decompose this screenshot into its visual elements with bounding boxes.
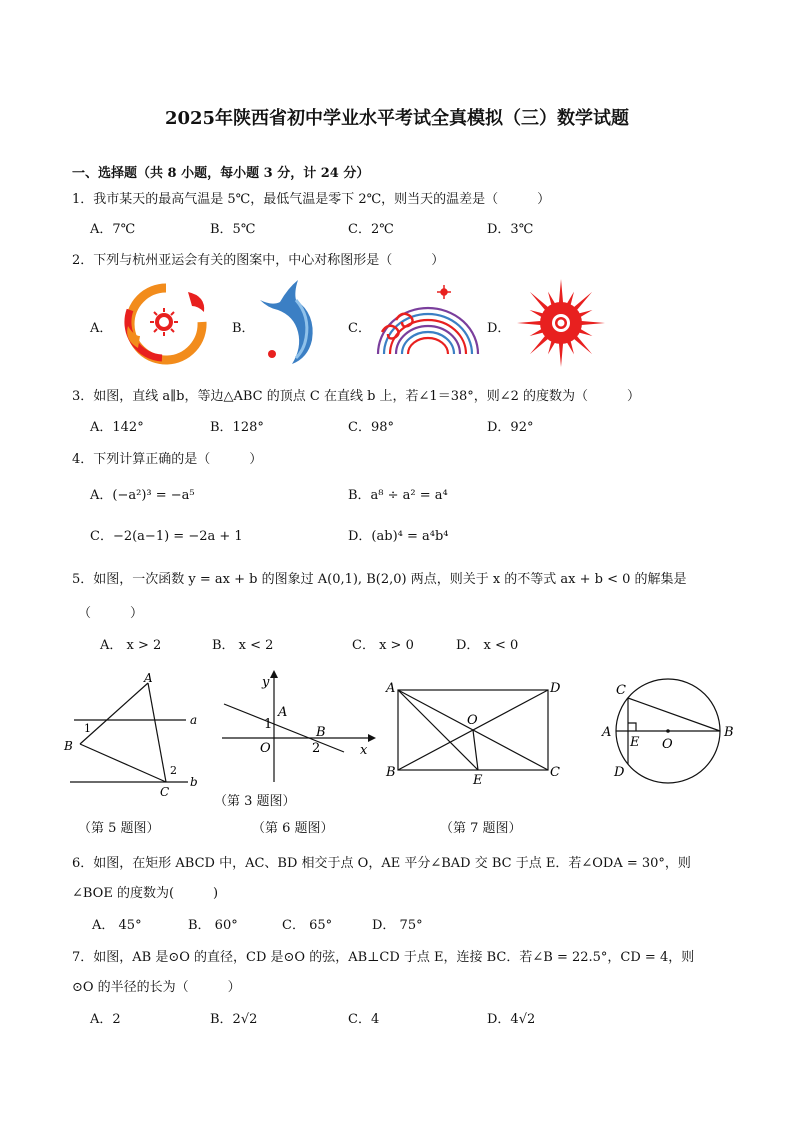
- label-C: C: [550, 765, 560, 780]
- q5-option-b[interactable]: B． x < 2: [212, 638, 274, 653]
- q4-option-d[interactable]: D．(ab)⁴ = a⁴b⁴: [348, 529, 449, 544]
- question-1-stem: 1．我市某天的最高气温是 5℃，最低气温是零下 2℃，则当天的温差是（ ）: [72, 192, 551, 207]
- label-C: C: [160, 785, 170, 799]
- label-B: B: [64, 739, 73, 753]
- q2-option-b[interactable]: B．: [232, 321, 255, 336]
- label-D: D: [550, 681, 561, 696]
- caption-fig-6: （第 6 题图）: [252, 821, 334, 836]
- label-O: O: [467, 713, 478, 728]
- sun-ray: [579, 321, 605, 326]
- label-B: B: [724, 725, 734, 740]
- q3-option-d[interactable]: D．92°: [487, 420, 534, 435]
- question-5-stem: 5．如图，一次函数 y = ax + b 的图象过 A(0,1), B(2,0) 两点，则关于 x 的不等式 ax + b < 0 的解集是: [72, 572, 687, 587]
- q2-option-d[interactable]: D．: [487, 321, 511, 336]
- figure-circle: [598, 678, 746, 790]
- figure-rectangle: [382, 680, 568, 786]
- label-A: A: [386, 681, 396, 696]
- page-title: 2025年陕西省初中学业水平考试全真模拟（三）数学试题: [164, 108, 630, 129]
- q5-option-d[interactable]: D． x < 0: [456, 638, 519, 653]
- logo-swirl-image[interactable]: [118, 282, 210, 364]
- label-A: A: [144, 671, 153, 685]
- q3-option-c[interactable]: C．98°: [348, 420, 394, 435]
- q4-option-a[interactable]: A．(−a²)³ = −a⁵: [90, 488, 195, 503]
- q6-option-c[interactable]: C． 65°: [282, 918, 333, 933]
- question-5-stem-cont: （ ）: [78, 606, 144, 621]
- label-line-a: a: [190, 713, 198, 727]
- label-O: O: [260, 741, 271, 756]
- q1-option-d[interactable]: D．3℃: [487, 222, 534, 237]
- q3-option-b[interactable]: B．128°: [210, 420, 264, 435]
- figure-linear-graph: [218, 670, 378, 788]
- logo-sun-image[interactable]: [515, 278, 607, 368]
- question-7-stem: 7．如图，AB 是⊙O 的直径，CD 是⊙O 的弦，AB⊥CD 于点 E，连接 BC．若∠B = 22.5°，CD = 4，则: [72, 950, 695, 965]
- q4-option-b[interactable]: B．a⁸ ÷ a² = a⁴: [348, 488, 448, 503]
- question-4-stem: 4．下列计算正确的是（ ）: [72, 452, 263, 467]
- label-O: O: [662, 737, 673, 752]
- label-tick-2: 2: [312, 741, 321, 756]
- q5-option-a[interactable]: A． x > 2: [100, 638, 162, 653]
- sun-ray: [559, 279, 564, 305]
- label-D: D: [614, 765, 625, 780]
- q5-option-c[interactable]: C． x > 0: [352, 638, 414, 653]
- sun-ray: [559, 341, 564, 367]
- q7-option-b[interactable]: B．2√2: [210, 1012, 258, 1027]
- label-A: A: [602, 725, 612, 740]
- caption-fig-5: （第 5 题图）: [78, 821, 160, 836]
- question-2-stem: 2．下列与杭州亚运会有关的图案中，中心对称图形是（ ）: [72, 253, 445, 268]
- q6-option-b[interactable]: B． 60°: [188, 918, 238, 933]
- label-B: B: [386, 765, 396, 780]
- q2-option-c[interactable]: C．: [348, 321, 371, 336]
- q1-option-a[interactable]: A．7℃: [90, 222, 136, 237]
- label-y-axis: y: [262, 675, 270, 690]
- q7-option-a[interactable]: A．2: [90, 1012, 121, 1027]
- q6-option-a[interactable]: A． 45°: [92, 918, 142, 933]
- label-line-b: b: [190, 775, 198, 789]
- q1-option-c[interactable]: C．2℃: [348, 222, 394, 237]
- question-6-stem-cont: ∠BOE 的度数为( ): [72, 886, 219, 901]
- q2-option-a[interactable]: A．: [90, 321, 113, 336]
- caption-fig-3: （第 3 题图）: [214, 794, 296, 809]
- label-x-axis: x: [360, 743, 368, 758]
- logo-rainbow-image[interactable]: [372, 284, 484, 364]
- question-7-stem-cont: ⊙O 的半径的长为（ ）: [72, 980, 241, 995]
- label-angle-2: 2: [170, 764, 177, 777]
- label-E: E: [630, 735, 640, 750]
- label-angle-1: 1: [84, 722, 91, 735]
- label-B: B: [316, 725, 326, 740]
- logo-fish-image[interactable]: [254, 278, 324, 368]
- q4-option-c[interactable]: C．−2(a−1) = −2a + 1: [90, 529, 243, 544]
- label-tick-1: 1: [264, 717, 273, 732]
- q6-option-d[interactable]: D． 75°: [372, 918, 423, 933]
- caption-fig-7: （第 7 题图）: [440, 821, 522, 836]
- label-C: C: [616, 683, 626, 698]
- q7-option-c[interactable]: C．4: [348, 1012, 380, 1027]
- question-6-stem: 6．如图，在矩形 ABCD 中，AC、BD 相交于点 O，AE 平分∠BAD 交 BC 于点 E．若∠ODA = 30°，则: [72, 856, 691, 871]
- q1-option-b[interactable]: B．5℃: [210, 222, 256, 237]
- sun-ray: [517, 321, 543, 326]
- q7-option-d[interactable]: D．4√2: [487, 1012, 536, 1027]
- section-header: 一、选择题（共 8 小题，每小题 3 分，计 24 分）: [72, 166, 370, 181]
- q3-option-a[interactable]: A．142°: [90, 420, 144, 435]
- figure-triangle-parallel: [60, 668, 210, 800]
- label-A: A: [278, 705, 288, 720]
- question-3-stem: 3．如图，直线 a∥b，等边△ABC 的顶点 C 在直线 b 上，若∠1＝38°，则∠2 的度数为（ ）: [72, 389, 641, 404]
- label-E: E: [473, 773, 483, 788]
